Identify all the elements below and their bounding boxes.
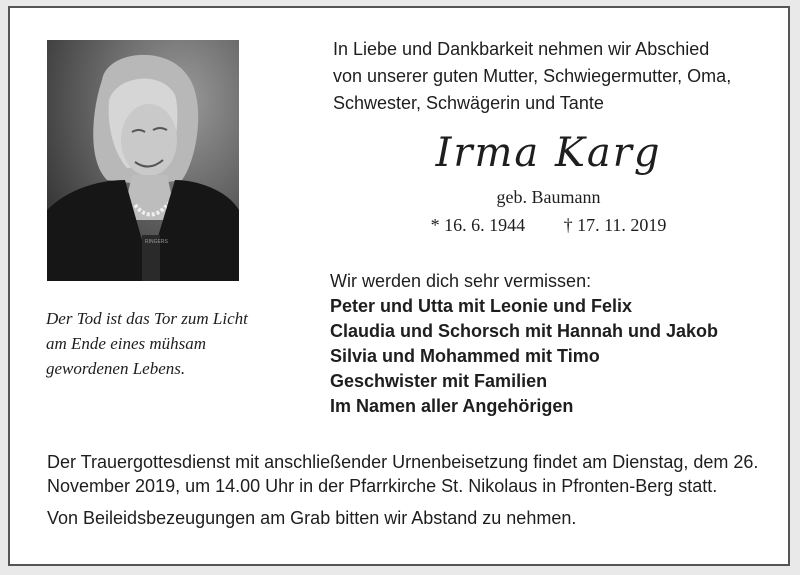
family-member: Im Namen aller Angehörigen: [330, 396, 574, 416]
maiden-name: geb. Baumann: [496, 187, 601, 207]
intro-line: Schwester, Schwägerin und Tante: [333, 93, 604, 113]
service-info: [47, 450, 767, 530]
intro-line: von unserer guten Mutter, Schwiegermutter, Oma,: [333, 66, 732, 86]
intro-line: In Liebe und Dankbarkeit nehmen wir Abschied: [333, 39, 710, 59]
intro-text: [333, 36, 731, 117]
deceased-name: Irma Karg: [435, 130, 662, 176]
condolence-note: Von Beileidsbezeugungen am Grab bitten wir Abstand zu nehmen.: [47, 508, 577, 528]
family-list: [330, 269, 718, 419]
death-date: † 17. 11. 2019: [563, 215, 667, 235]
motto-line: Der Tod ist das Tor zum Licht: [46, 309, 248, 328]
family-lead: Wir werden dich sehr vermissen:: [330, 271, 592, 291]
family-member: Peter und Utta mit Leonie und Felix: [330, 296, 633, 316]
family-member: Claudia und Schorsch mit Hannah und Jakob: [330, 321, 719, 341]
motto-line: am Ende eines mühsam: [46, 334, 207, 353]
family-member: Silvia und Mohammed mit Timo: [330, 346, 600, 366]
motto-line: gewordenen Lebens.: [46, 359, 186, 378]
service-details: Der Trauergottesdienst mit anschließender Urnenbeisetzung findet am Dienstag, dem 26. November 2019, um 14.00 Uhr in der Pfarrkirche St. Nikolaus in Pfronten-Berg statt.: [47, 452, 759, 496]
life-dates: [330, 213, 767, 237]
family-member: Geschwister mit Familien: [330, 371, 548, 391]
memorial-motto: [46, 306, 296, 381]
shirt-badge-text: RINGERS: [145, 239, 168, 245]
portrait-photo: [47, 40, 239, 281]
birth-date: * 16. 6. 1944: [430, 215, 526, 235]
